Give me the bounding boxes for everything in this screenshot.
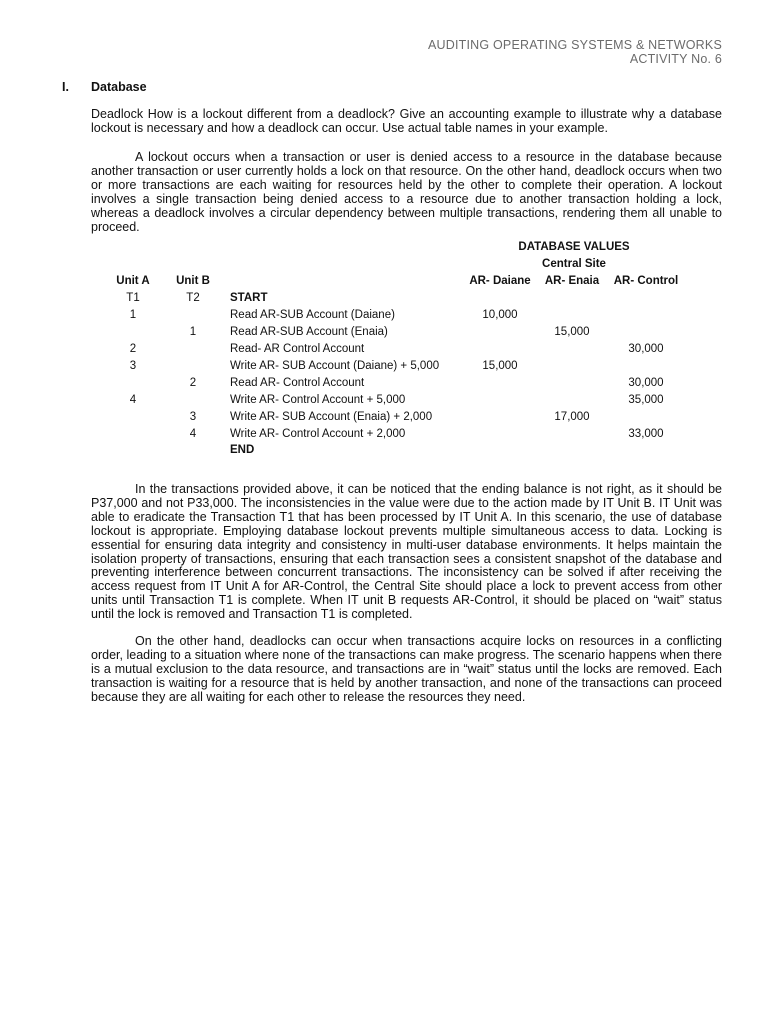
section-number: I. [62,80,69,94]
document-header [428,38,722,66]
transaction-action: Write AR- SUB Account (Enaia) + 2,000 [230,411,433,423]
unit-b-step: 4 [189,428,197,440]
transaction-action: Write AR- Control Account + 5,000 [230,394,406,406]
header-ar-daiane: AR- Daiane [469,275,531,287]
ar-control-value: 33,000 [628,428,664,440]
question-paragraph: Deadlock How is a lockout different from a deadlock? Give an accounting example to illustrate why a database lockout is necessary and how a deadlock can occur. Use actual table names in your example. [91,107,722,135]
unit-a-step: 4 [129,394,137,406]
answer-paragraph-3: On the other hand, deadlocks can occur when transactions acquire locks on resources in a conflicting order, leading to a situation where none of the transactions can make progress. The scenario happens when there is a mutual exclusion to the data resource, and transactions are in “wait” status until the locks are removed. Each transaction is waiting for a resource that is held by another transaction, and none of the transactions can proceed because they are all waiting for each other to release the resources they need. [91,634,722,704]
transaction-action: Write AR- Control Account + 2,000 [230,428,406,440]
course-title: AUDITING OPERATING SYSTEMS & NETWORKS [427,38,722,52]
table-title: DATABASE VALUES [518,241,630,253]
ar-control-value: 30,000 [628,343,664,355]
answer-paragraph-1: A lockout occurs when a transaction or user is denied access to a resource in the database because another transaction or user currently holds a lock on that resource. On the other hand, deadlock occurs when two or more transactions are each waiting for resources held by the other to complete their operation. A lockout involves a single transaction being denied access to a resource due to another transaction holding a lock, whereas a deadlock involves a circular dependency between multiple transactions, rendering them all unable to proceed. [91,150,722,234]
end-label: END [230,444,255,456]
ar-enaia-value: 17,000 [554,411,590,423]
ar-enaia-value: 15,000 [554,326,590,338]
header-ar-enaia: AR- Enaia [544,275,600,287]
transaction-action: Read- AR Control Account [230,343,365,355]
start-label: START [230,292,268,304]
ar-daiane-value: 10,000 [482,309,518,321]
answer-paragraph-2: In the transactions provided above, it can be noticed that the ending balance is not right, as it should be P37,000 and not P33,000. The inconsistencies in the value were due to the action made by IT Unit B. IT Unit was able to eradicate the Transaction T1 that has been processed by IT Unit A. In this scenario, the use of database lockout is appropriate. Employing database lockout prevents multiple simultaneous access to data. Locking is essential for ensuring data integrity and consistency in multi-user database environments. It helps maintain the isolation property of transactions, ensuring that each transaction sees a consistent snapshot of the database and preventing interference between concurrent transactions. The inconsistency can be solved if after receiving the access request from IT Unit A for AR-Control, the Central Site should place a lock to prevent access from other units until Transaction T1 is complete. When IT unit B requests AR-Control, it should be placed on “wait” status until the lock is removed and Transaction T1 is completed. [91,482,722,622]
transaction-action: Read AR-SUB Account (Daiane) [230,309,395,321]
subheader-t2: T2 [186,292,200,304]
transaction-action: Read AR-SUB Account (Enaia) [230,326,388,338]
activity-number: ACTIVITY No. 6 [629,52,722,66]
ar-control-value: 30,000 [628,377,664,389]
unit-a-step: 1 [129,309,137,321]
header-unit-a: Unit A [116,275,150,287]
ar-daiane-value: 15,000 [482,360,518,372]
unit-a-step: 2 [129,343,137,355]
transaction-action: Read AR- Control Account [230,377,365,389]
unit-b-step: 1 [189,326,197,338]
ar-control-value: 35,000 [628,394,664,406]
unit-a-step: 3 [129,360,137,372]
section-title: Database [91,80,147,94]
subheader-t1: T1 [126,292,140,304]
transaction-action: Write AR- SUB Account (Daiane) + 5,000 [230,360,440,372]
header-ar-control: AR- Control [613,275,679,287]
unit-b-step: 3 [189,411,197,423]
unit-b-step: 2 [189,377,197,389]
table-subtitle: Central Site [542,258,606,270]
header-unit-b: Unit B [176,275,210,287]
